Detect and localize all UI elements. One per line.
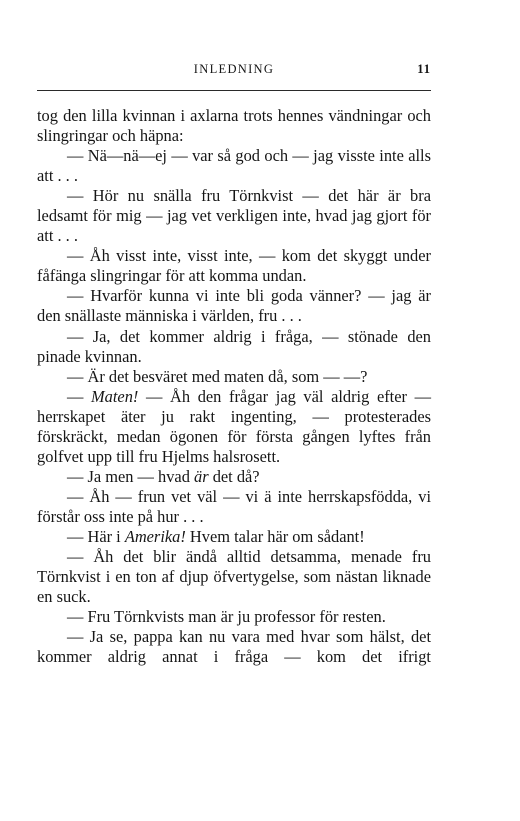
paragraph: — Åh det blir ändå alltid detsamma, menade fru Törnkvist i en ton af djup öfvertygelse, som nästan liknade en suck. [37, 547, 431, 607]
paragraph: tog den lilla kvinnan i axlarna trots hennes vändningar och slingringar och häpna: [37, 106, 431, 146]
paragraph: — Ja, det kommer aldrig i fråga, — stönade den pinade kvinnan. [37, 326, 431, 366]
paragraph: — Maten! — Åh den frågar jag väl aldrig efter — herrskapet äter ju rakt ingenting, — protesterades förskräckt, medan ögonen för första gången lyftes från golfvet upp till fru Hjelms halsrosett. [37, 386, 431, 466]
paragraph: — Hvarför kunna vi inte bli goda vänner? — jag är den snällaste människa i världen, fru . . . [37, 286, 431, 326]
page-header [37, 62, 431, 84]
header-rule [37, 90, 431, 91]
paragraph: — Är det besväret med maten då, som — —? [67, 366, 368, 386]
paragraph: — Nä—nä—ej — var så god och — jag visste inte alls att . . . [37, 146, 431, 186]
book-page [37, 0, 431, 821]
running-title: INLEDNING [193, 62, 275, 76]
paragraph: — Ja se, pappa kan nu vara med hvar som hälst, det kommer aldrig annat i fråga — kom det ifrigt [37, 627, 431, 667]
paragraph: — Fru Törnkvists man är ju professor för resten. [67, 607, 386, 627]
paragraph: — Ja men — hvad är det då? [67, 466, 260, 486]
paragraph: — Här i Amerika! Hvem talar här om sådant! [67, 526, 365, 546]
italic-word: är [194, 466, 209, 486]
body-text [37, 106, 431, 667]
paragraph: — Åh — frun vet väl — vi ä inte herrskapsfödda, vi förstår oss inte på hur . . . [37, 486, 431, 526]
italic-word: Maten! [91, 386, 139, 406]
italic-word: Amerika! [124, 526, 186, 546]
paragraph: — Åh visst inte, visst inte, — kom det skyggt under fåfänga slingringar för att komma undan. [37, 246, 431, 286]
paragraph: — Hör nu snälla fru Törnkvist — det här är bra ledsamt för mig — jag vet verkligen inte, hvad jag gjort för att . . . [37, 186, 431, 246]
page-number: 11 [417, 62, 431, 76]
